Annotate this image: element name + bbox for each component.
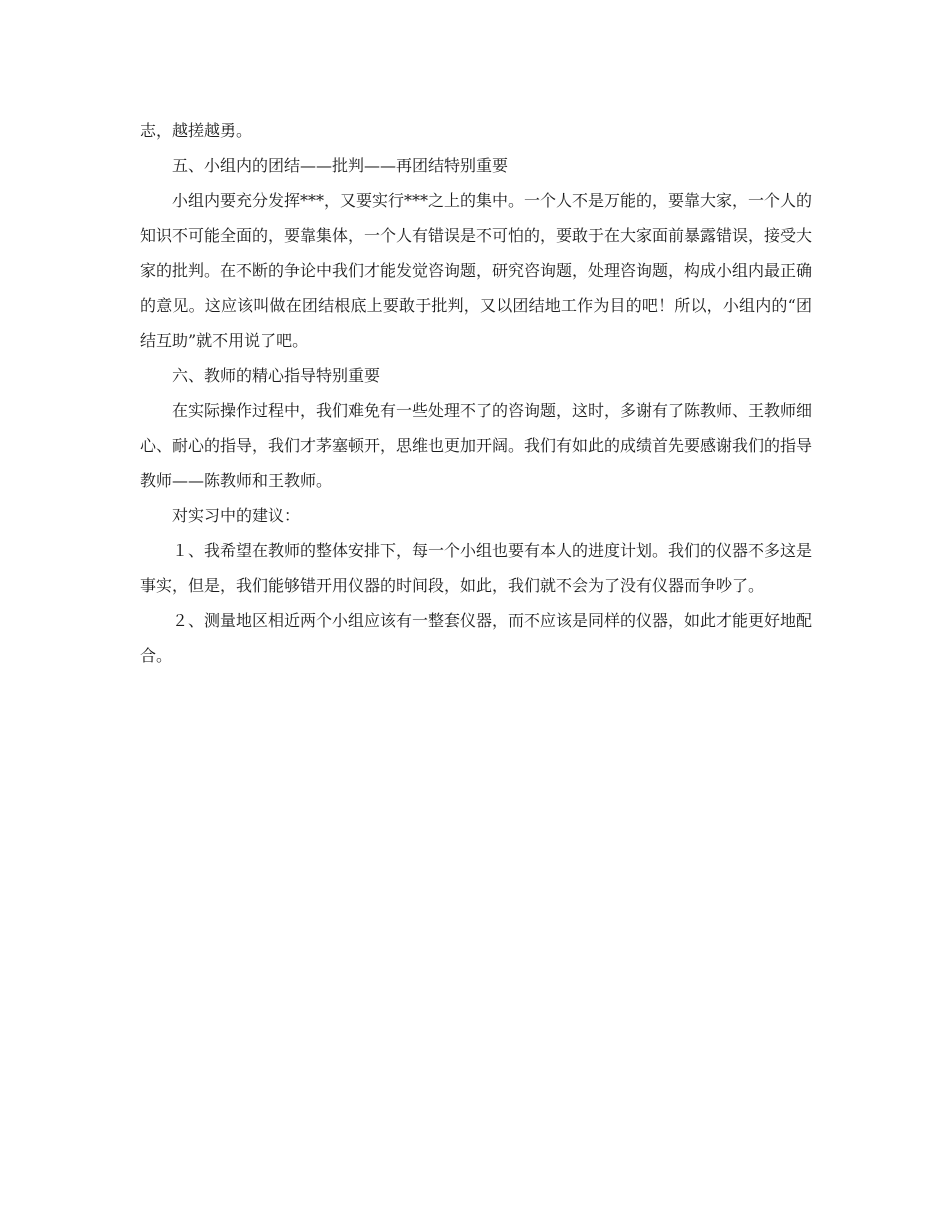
paragraph-unity: 小组内要充分发挥***，又要实行***之上的集中。一个人不是万能的，要靠大家，一个人的知识不可能全面的，要靠集体，一个人有错误是不可怕的，要敢于在大家面前暴露错误，接受大家的批判。在不断的争论中我们才能发觉咨询题，研究咨询题，处理咨询题，构成小组内最正确的意见。这应该叫做在团结根底上要敢于批判，又以团结地工作为目的吧！所以，小组内的“团结互助”就不用说了吧。 (140, 191, 813, 350)
paragraph-suggestion-2: ２、测量地区相近两个小组应该有一整套仪器，而不应该是同样的仪器，如此才能更好地配合。 (140, 611, 813, 665)
paragraph-suggestion-1: １、我希望在教师的整体安排下，每一个小组也要有本人的进度计划。我们的仪器不多这是事实，但是，我们能够错开用仪器的时间段，如此，我们就不会为了没有仪器而争吵了。 (140, 541, 813, 595)
document-body (140, 113, 812, 673)
paragraph-guidance: 在实际操作过程中，我们难免有一些处理不了的咨询题，这时，多谢有了陈教师、王教师细心、耐心的指导，我们才茅塞顿开，思维也更加开阔。我们有如此的成绩首先要感谢我们的指导教师——陈教师和王教师。 (140, 401, 813, 490)
paragraph-continuation: 志，越搓越勇。 (140, 121, 253, 140)
section-heading-suggestions: 对实习中的建议： (172, 506, 301, 525)
section-heading-unity: 五、小组内的团结——批判——再团结特别重要 (172, 156, 509, 175)
section-heading-guidance: 六、教师的精心指导特别重要 (172, 366, 381, 385)
